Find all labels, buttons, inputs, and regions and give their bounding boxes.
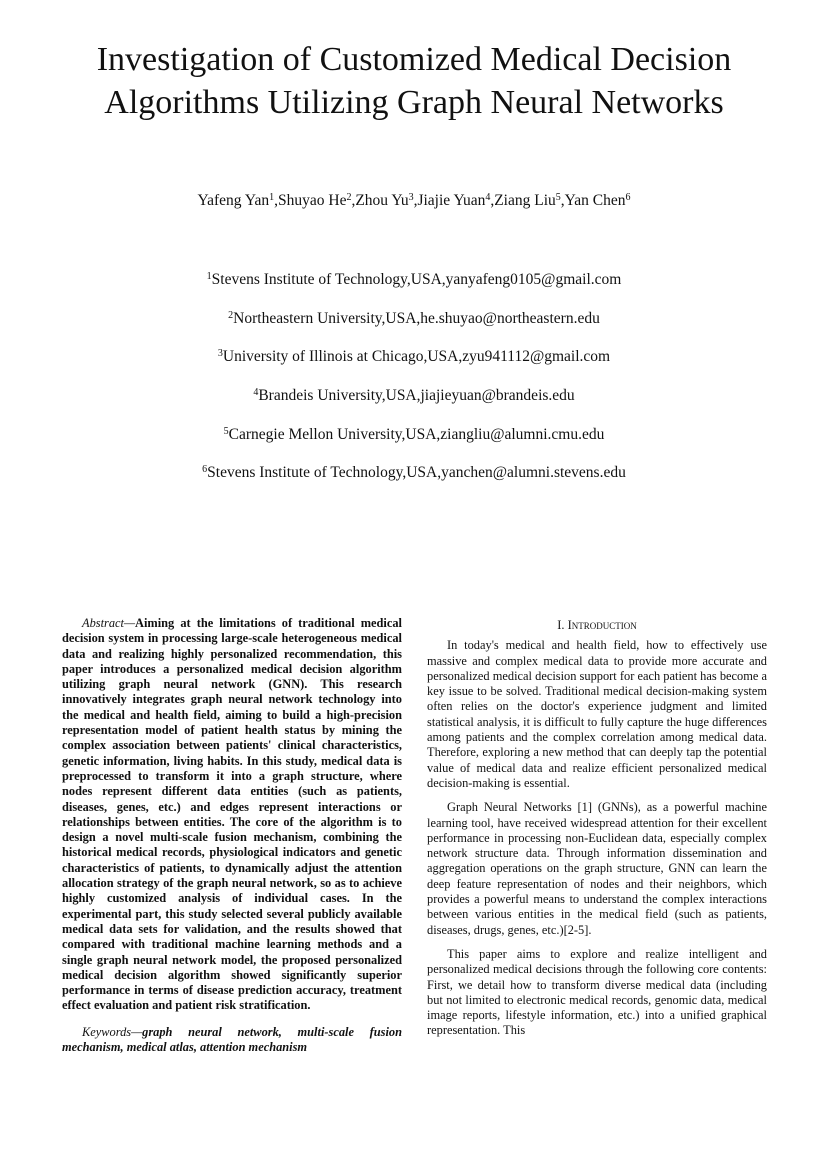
author-name: Yan Chen <box>564 192 626 209</box>
author-sup: 1 <box>269 192 275 203</box>
section-heading <box>427 618 767 633</box>
paper-title <box>40 38 788 124</box>
keywords-text: graph neural network, multi-scale fusion mechanism, medical atlas, attention mechanism <box>62 1024 402 1055</box>
affiliation-text: Stevens Institute of Technology,USA,yanchen@alumni.stevens.edu <box>207 464 626 481</box>
title-line-2: Algorithms Utilizing Graph Neural Networks <box>104 84 724 121</box>
author-name: Shuyao He <box>278 192 347 209</box>
affiliation-sup: 4 <box>253 387 259 398</box>
affiliation-text: Northeastern University,USA,he.shuyao@northeastern.edu <box>233 310 600 327</box>
abstract-text: Aiming at the limitations of traditional medical decision system in processing large-scale heterogeneous medical data and realizing highly personalized recommendation, this paper introduces a personalized medical decision algorithm utilizing graph neural network (GNN). This research innovatively integrates graph neural network technology into the medical and health field, aiming to build a high-precision representation model of patient health status by mining the complex association between patients' clinical characteristics, genetic information, living habits. In this study, medical data is preprocessed to transform it into a graph structure, where nodes represent different data entities (such as patients, diseases, genes, etc.) and edges represent interactions or relationships between entities. The core of the algorithm is to design a novel multi-scale fusion mechanism, combining the historical medical records, physiological indicators and genetic characteristics of patients, to dynamically adjust the attention allocation strategy of the graph neural network, so as to achieve highly customized analysis of individual cases. In the experimental part, this study selected several publicly available medical data sets for validation, and the results showed that compared with traditional machine learning methods and a single graph neural network model, the proposed personalized medical decision algorithm showed significantly superior performance in terms of disease prediction accuracy, treatment effect evaluation and patient risk stratification. <box>62 616 402 1013</box>
author-sup: 4 <box>485 192 491 203</box>
affiliation-5 <box>0 425 828 445</box>
intro-paragraph-2: Graph Neural Networks [1] (GNNs), as a powerful machine learning tool, have received widespread attention for their excellent performance in processing non-Euclidean data, especially complex network structure data. Through information dissemination and aggregation operations on the graph structure, GNN can learn the deep feature representation of nodes and their neighbors, which provides a powerful means to understand the complex interactions between various entities in the medical field (such as patients, diseases, drugs, genes, etc.)[2-5]. <box>427 800 767 937</box>
intro-paragraph-1: In today's medical and health field, how to effectively use massive and complex medical data to provide more accurate and personalized medical decision support for each patient has become a key issue to be solved. Traditional medical decision-making system often relies on the doctor's experience judgment and limited statistical analysis, it is difficult to fully capture the huge differences among patients and the complex correlation among medical data. Therefore, exploring a new method that can deeply tap the potential value of medical data and realize efficient personalized medical decision-making is essential. <box>427 638 767 790</box>
keywords <box>62 1025 402 1056</box>
affiliation-sup: 1 <box>206 271 212 282</box>
affiliation-text: University of Illinois at Chicago,USA,zyu941112@gmail.com <box>222 348 611 365</box>
section-title: Introduction <box>567 618 637 632</box>
author-sup: 2 <box>346 192 352 203</box>
title-line-1: Investigation of Customized Medical Decision <box>96 41 732 78</box>
affiliation-sup: 2 <box>228 310 234 321</box>
intro-paragraph-3: This paper aims to explore and realize intelligent and personalized medical decisions through the following core contents: First, we detail how to transform diverse medical data (including but not limited to electronic medical records, genomic data, medical image reports, lifestyle information, etc.) into a unified graphical representation. This <box>427 946 767 1038</box>
affiliation-4 <box>0 386 828 406</box>
author-list: Yafeng Yan$^1$,Shuyao He$^2$,Zhou Yu$^3$,Jiajie Yuan$^4$,Ziang Liu$^5$,Yan Chen$^6$ <box>197 192 631 209</box>
right-column <box>427 618 767 1048</box>
abstract-label: Abstract— <box>82 616 136 630</box>
affiliation-sup: 5 <box>223 426 229 437</box>
author-name: Zhou Yu <box>355 192 409 209</box>
affiliation-sup: 6 <box>202 464 208 475</box>
left-column <box>62 616 402 1055</box>
affiliation-sup: 3 <box>217 348 223 359</box>
affiliation-text: Brandeis University,USA,jiajieyuan@brandeis.edu <box>258 387 575 404</box>
affiliation-1 <box>0 270 828 290</box>
author-sup: 5 <box>555 192 561 203</box>
author-name: Jiajie Yuan <box>417 192 486 209</box>
author-sup: 3 <box>408 192 414 203</box>
affiliation-2 <box>0 309 828 329</box>
affiliation-text: Stevens Institute of Technology,USA,yanyafeng0105@gmail.com <box>211 271 622 288</box>
section-number: I. <box>557 618 565 632</box>
affiliation-text: Carnegie Mellon University,USA,ziangliu@alumni.cmu.edu <box>228 426 605 443</box>
keywords-label: Keywords— <box>82 1024 143 1039</box>
author-sup: 6 <box>625 192 631 203</box>
author-name: Ziang Liu <box>494 192 556 209</box>
affiliation-3 <box>0 347 828 367</box>
author-name: Yafeng Yan <box>197 192 270 209</box>
affiliation-6 <box>0 463 828 483</box>
abstract <box>62 616 402 1014</box>
